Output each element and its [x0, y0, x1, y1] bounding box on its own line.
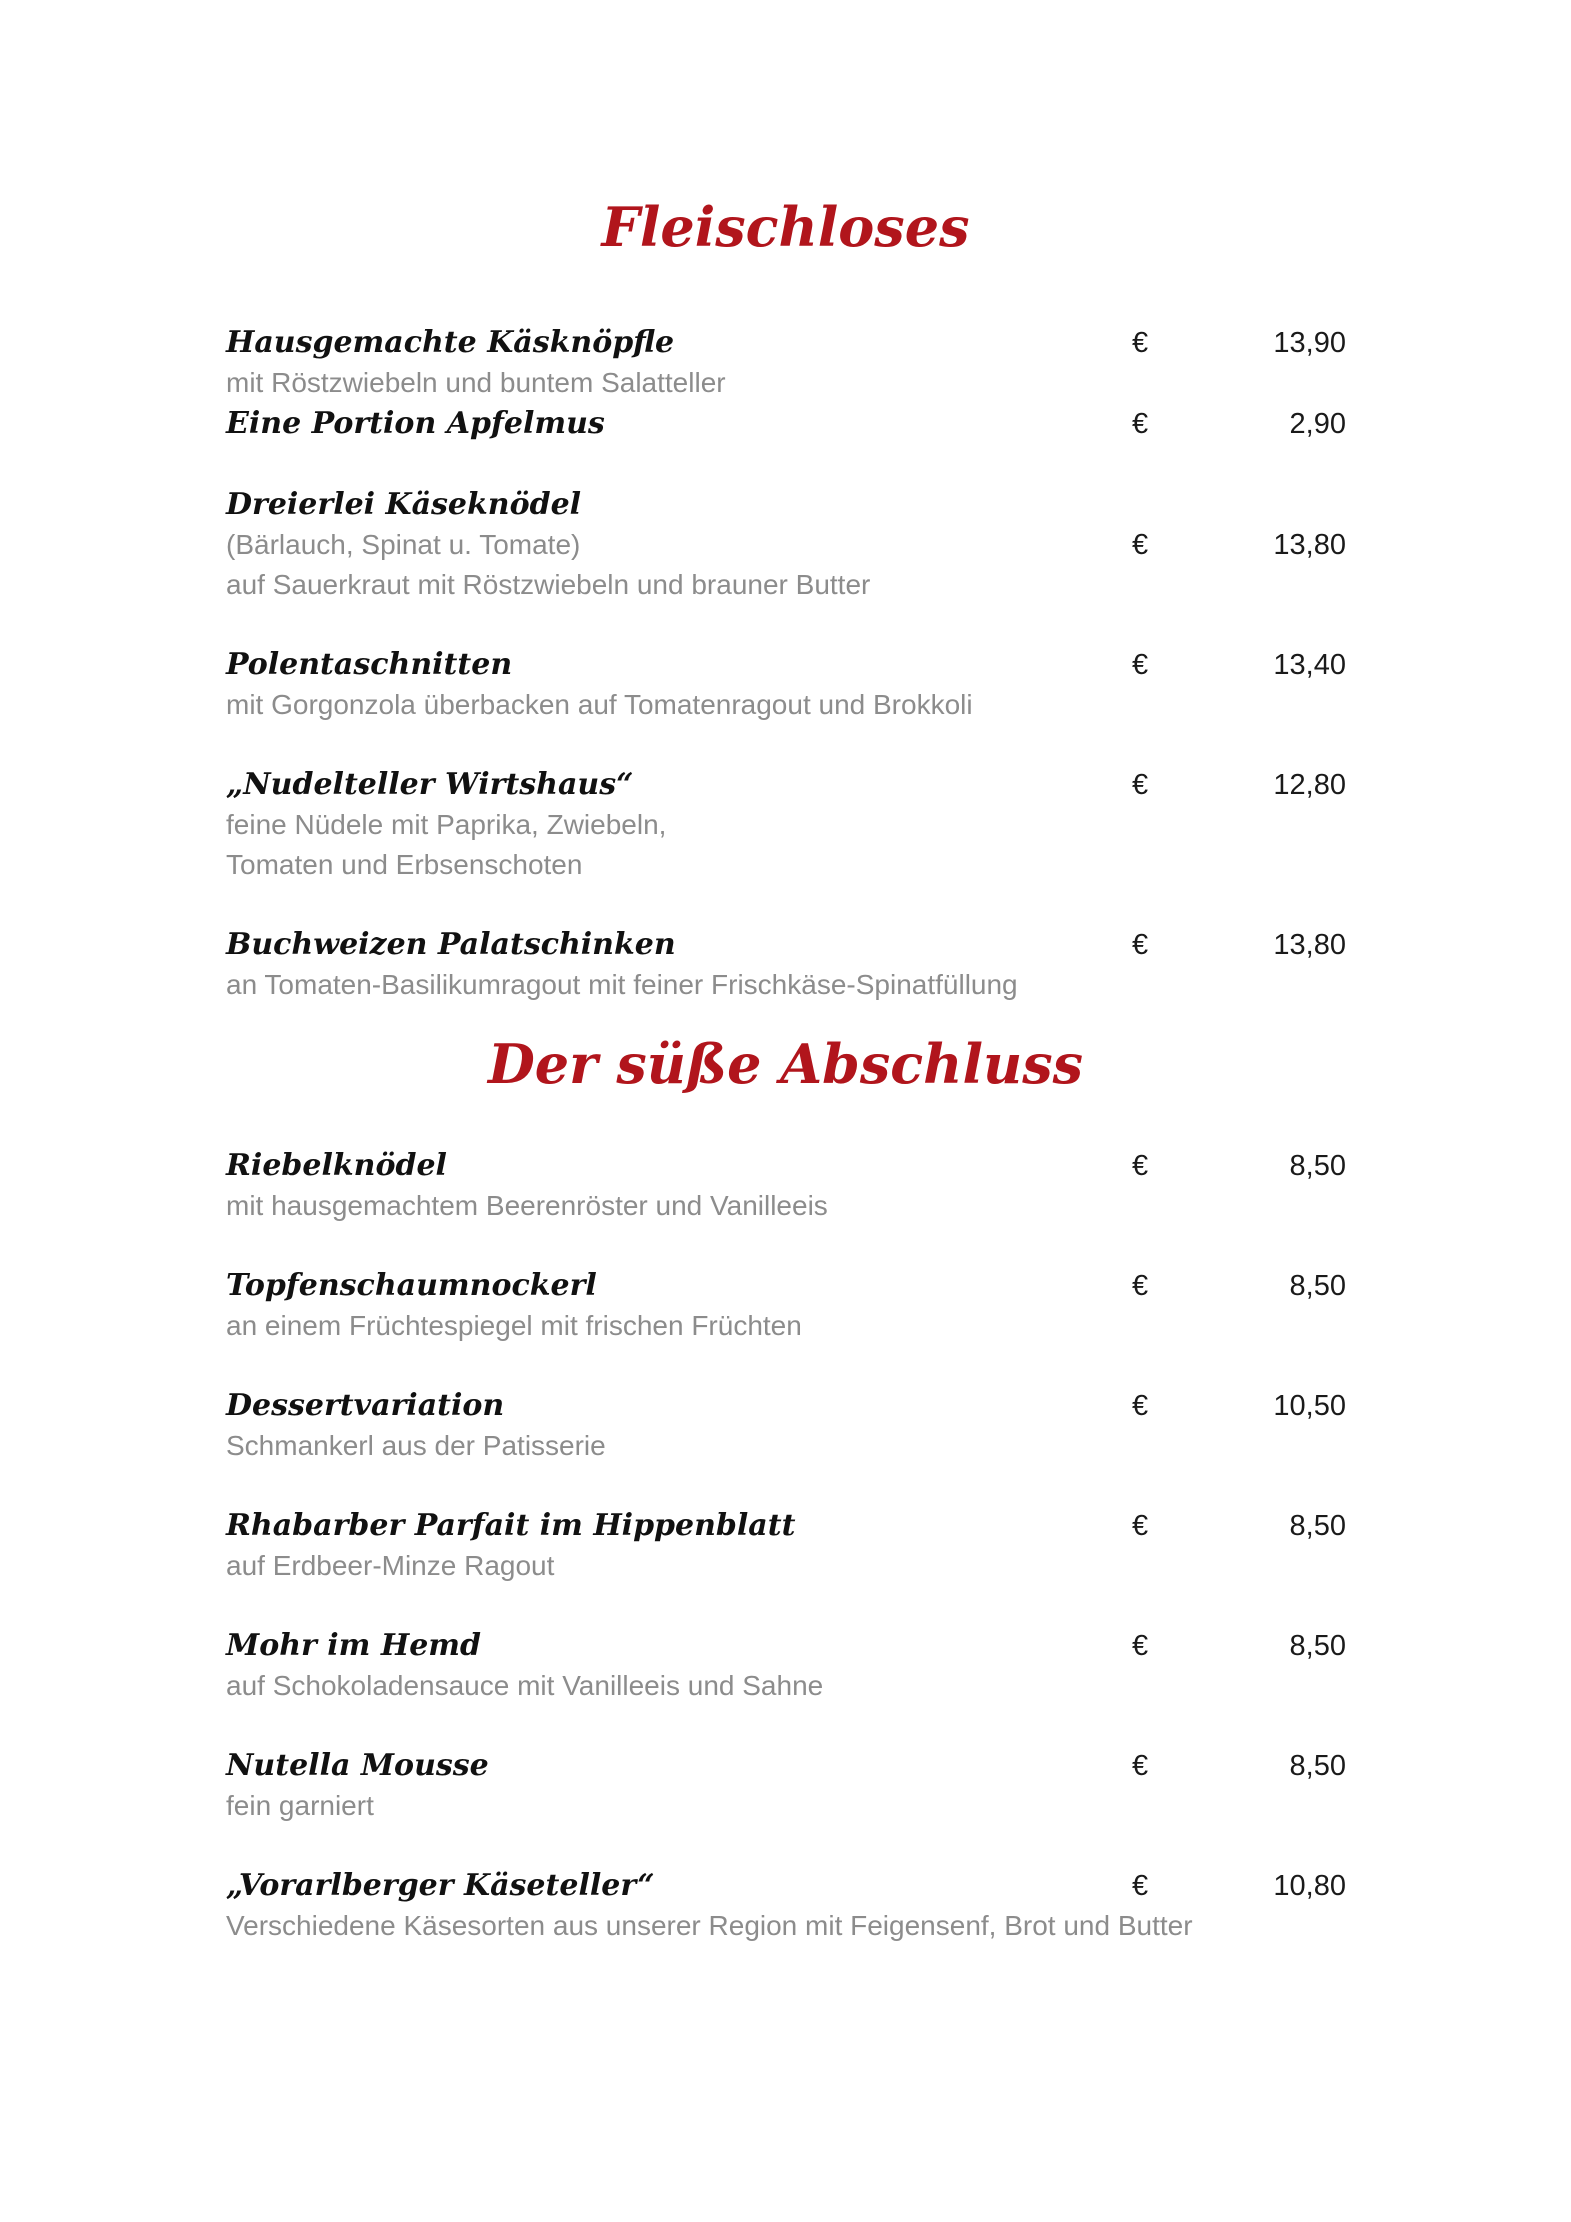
item-description: Tomaten und Erbsenschoten [226, 849, 583, 880]
currency-symbol: € [1132, 1390, 1149, 1422]
item-price: 13,80 [1273, 529, 1346, 561]
menu-item-palatschinken [226, 925, 1346, 1005]
item-name: „Nudelteller Wirtshaus“ [226, 767, 634, 802]
menu-item-nutella-mousse [226, 1746, 1346, 1826]
menu-item-kaeseknoedel [226, 485, 1346, 605]
currency-symbol: € [1132, 929, 1149, 961]
section-title-fleischloses: Fleischloses [601, 195, 970, 259]
menu-item-topfenschaumnockerl [226, 1266, 1346, 1346]
item-description: auf Sauerkraut mit Röstzwiebeln und brauner Butter [226, 569, 871, 600]
item-price: 10,80 [1273, 1870, 1346, 1902]
item-description: mit Röstzwiebeln und buntem Salatteller [226, 367, 726, 398]
menu-item-mohr-im-hemd [226, 1626, 1346, 1706]
currency-symbol: € [1132, 1630, 1149, 1662]
item-name: Hausgemachte Käsknöpfle [226, 325, 675, 360]
currency-symbol: € [1132, 327, 1149, 359]
item-description: auf Schokoladensauce mit Vanilleeis und Sahne [226, 1670, 824, 1701]
item-description: an Tomaten-Basilikumragout mit feiner Frischkäse-Spinatfüllung [226, 969, 1018, 1000]
menu-item-apfelmus [226, 404, 1346, 444]
menu-item-riebelknoedel [226, 1146, 1346, 1226]
item-description: fein garniert [226, 1790, 374, 1821]
section-title-der-suesse-abschluss: Der süße Abschluss [487, 1032, 1084, 1096]
menu-item-rhabarber-parfait [226, 1506, 1346, 1586]
currency-symbol: € [1132, 1510, 1149, 1542]
menu-item-kaeseteller [226, 1866, 1346, 1946]
item-price: 13,90 [1273, 327, 1346, 359]
item-description: Schmankerl aus der Patisserie [226, 1430, 606, 1461]
item-price: 8,50 [1289, 1510, 1346, 1542]
menu-item-polentaschnitten [226, 645, 1346, 725]
item-name: „Vorarlberger Käseteller“ [226, 1868, 655, 1903]
item-name: Nutella Mousse [226, 1748, 489, 1783]
item-name: Rhabarber Parfait im Hippenblatt [226, 1508, 796, 1543]
menu-item-nudelteller [226, 765, 1346, 885]
item-description: feine Nüdele mit Paprika, Zwiebeln, [226, 809, 667, 840]
item-description: mit Gorgonzola überbacken auf Tomatenragout und Brokkoli [226, 689, 973, 720]
item-name: Polentaschnitten [226, 647, 513, 682]
currency-symbol: € [1132, 408, 1149, 440]
currency-symbol: € [1132, 1150, 1149, 1182]
item-name: Dessertvariation [226, 1388, 505, 1423]
item-price: 8,50 [1289, 1750, 1346, 1782]
item-name: Eine Portion Apfelmus [226, 406, 605, 441]
menu-item-dessertvariation [226, 1386, 1346, 1466]
item-price: 13,40 [1273, 649, 1346, 681]
item-price: 8,50 [1289, 1630, 1346, 1662]
item-name: Topfenschaumnockerl [226, 1268, 597, 1303]
currency-symbol: € [1132, 1870, 1149, 1902]
item-name: Riebelknödel [226, 1148, 447, 1183]
currency-symbol: € [1132, 1750, 1149, 1782]
item-name: Dreierlei Käseknödel [226, 487, 582, 522]
item-description: an einem Früchtespiegel mit frischen Früchten [226, 1310, 802, 1341]
item-price: 8,50 [1289, 1150, 1346, 1182]
item-description: Verschiedene Käsesorten aus unserer Region mit Feigensenf, Brot und Butter [226, 1910, 1193, 1941]
item-price: 12,80 [1273, 769, 1346, 801]
menu-item-kaesknoepfle [226, 323, 1346, 403]
item-price: 10,50 [1273, 1390, 1346, 1422]
item-description: auf Erdbeer-Minze Ragout [226, 1550, 555, 1581]
item-description: mit hausgemachtem Beerenröster und Vanilleeis [226, 1190, 828, 1221]
currency-symbol: € [1132, 649, 1149, 681]
item-description: (Bärlauch, Spinat u. Tomate) [226, 529, 581, 560]
item-name: Mohr im Hemd [226, 1628, 482, 1663]
item-price: 13,80 [1273, 929, 1346, 961]
currency-symbol: € [1132, 529, 1149, 561]
currency-symbol: € [1132, 1270, 1149, 1302]
currency-symbol: € [1132, 769, 1149, 801]
item-price: 2,90 [1289, 408, 1346, 440]
item-name: Buchweizen Palatschinken [226, 927, 676, 962]
item-price: 8,50 [1289, 1270, 1346, 1302]
